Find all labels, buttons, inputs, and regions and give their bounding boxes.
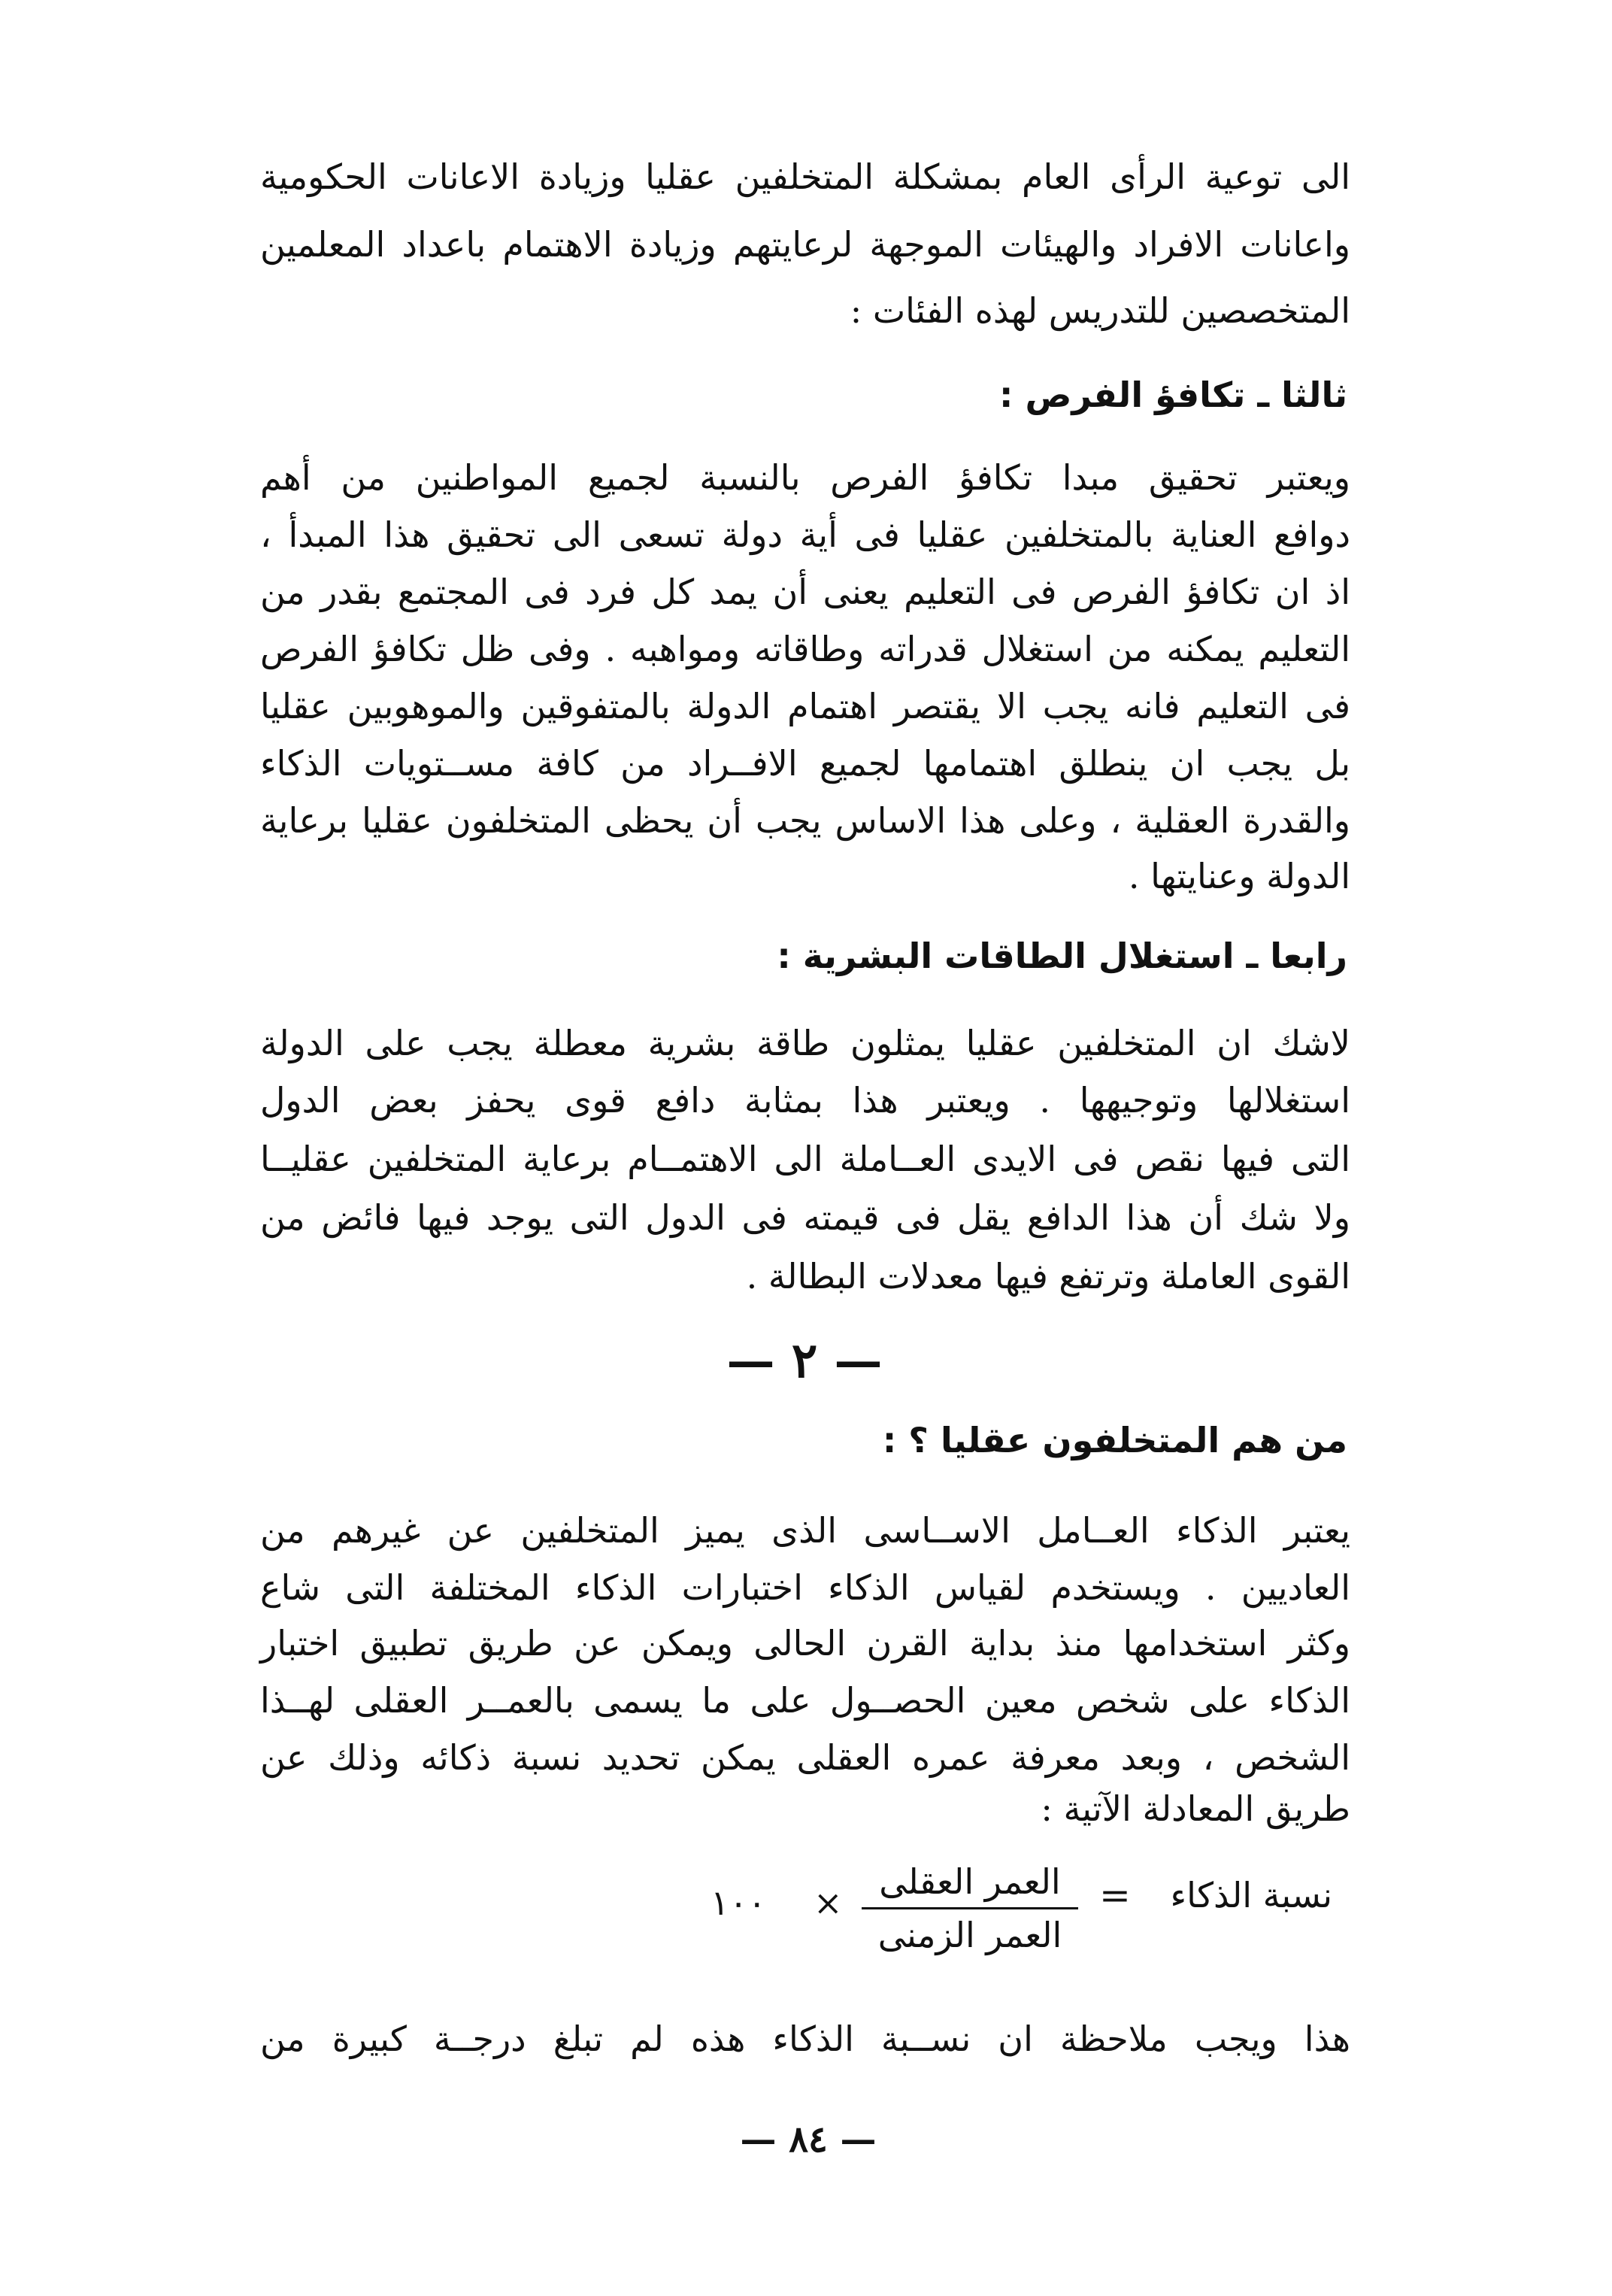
- paragraph-line: ولا شك أن هذا الدافع يقل فى قيمته فى الدول التى يوجد فيها فائض من: [260, 1197, 1350, 1238]
- equation-equals: =: [1099, 1873, 1131, 1917]
- paragraph-line: طريق المعادلة الآتية :: [1041, 1788, 1350, 1829]
- paragraph-line: المتخصصين للتدريس لهذه الفئات :: [850, 290, 1350, 331]
- fraction-bar: [862, 1907, 1078, 1909]
- paragraph-line: الشخص ، وبعد معرفة عمره العقلى يمكن تحديد نسبة ذكائه وذلك عن: [260, 1737, 1350, 1778]
- paragraph-line: بل يجب ان ينطلق اهتمامها لجميع الافــراد من كافة مســتويات الذكاء: [260, 743, 1350, 784]
- page-number: — ٨٤ —: [740, 2119, 877, 2161]
- section-heading: رابعا ـ استغلال الطاقات البشرية :: [777, 936, 1347, 976]
- fraction-denominator: العمر الزمنى: [877, 1915, 1062, 1955]
- paragraph-line: التعليم يمكنه من استغلال قدراته وطاقاته ومواهبه . وفى ظل تكافؤ الفرص: [260, 629, 1350, 669]
- fraction-numerator: العمر العقلى: [879, 1861, 1061, 1902]
- paragraph-line: فى التعليم فانه يجب الا يقتصر اهتمام الدولة بالمتفوقين والموهوبين عقليا: [260, 686, 1350, 726]
- paragraph-line: الى توعية الرأى العام بمشكلة المتخلفين عقليا وزيادة الاعانات الحكومية: [260, 156, 1350, 197]
- paragraph-line: هذا ويجب ملاحظة ان نســبة الذكاء هذه لم تبلغ درجــة كبيرة من: [260, 2018, 1350, 2059]
- section-heading: ثالثا ـ تكافؤ الفرص :: [999, 375, 1347, 415]
- paragraph-line: والقدرة العقلية ، وعلى هذا الاساس يجب أن يحظى المتخلفون عقليا برعاية: [260, 800, 1350, 841]
- paragraph-line: يعتبر الذكاء العــامل الاســاسى الذى يميز المتخلفين عن غيرهم من: [260, 1510, 1350, 1551]
- paragraph-line: الذكاء على شخص معين الحصــول على ما يسمى بالعمــر العقلى لهــذا: [260, 1680, 1350, 1721]
- paragraph-line: اذ ان تكافؤ الفرص فى التعليم يعنى أن يمد كل فرد فى المجتمع بقدر من: [260, 572, 1351, 612]
- paragraph-line: دوافع العناية بالمتخلفين عقليا فى أية دولة تسعى الى تحقيق هذا المبدأ ،: [260, 514, 1350, 555]
- equation-fraction: [857, 1858, 1083, 1959]
- paragraph-line: العاديين . ويستخدم لقياس الذكاء اختبارات الذكاء المختلفة التى شاع: [260, 1567, 1350, 1608]
- equation-multiplier: ١٠٠: [711, 1882, 767, 1923]
- paragraph-line: واعانات الافراد والهيئات الموجهة لرعايتهم وزيادة الاهتمام باعداد المعلمين: [260, 224, 1350, 265]
- section-number: — ٢ —: [726, 1333, 883, 1389]
- paragraph-line: التى فيها نقص فى الايدى العــاملة الى الاهتمــام برعاية المتخلفين عقليــا: [260, 1139, 1350, 1179]
- paragraph-line: ويعتبر تحقيق مبدا تكافؤ الفرص بالنسبة لجميع المواطنين من أهم: [260, 457, 1351, 498]
- equation-label: نسبة الذكاء: [1170, 1875, 1332, 1915]
- paragraph-line: الدولة وعنايتها .: [1128, 856, 1350, 896]
- paragraph-line: القوى العاملة وترتفع فيها معدلات البطالة .: [746, 1256, 1350, 1297]
- paragraph-line: لاشك ان المتخلفين عقليا يمثلون طاقة بشرية معطلة يجب على الدولة: [260, 1023, 1350, 1063]
- section-heading: من هم المتخلفون عقليا ؟ :: [882, 1420, 1347, 1460]
- paragraph-line: استغلالها وتوجيهها . ويعتبر هذا بمثابة دافع قوى يحفز بعض الدول: [260, 1080, 1350, 1121]
- equation-times: ×: [814, 1882, 843, 1923]
- paragraph-line: وكثر استخدامها منذ بداية القرن الحالى ويمكن عن طريق تطبيق اختبار: [260, 1623, 1350, 1664]
